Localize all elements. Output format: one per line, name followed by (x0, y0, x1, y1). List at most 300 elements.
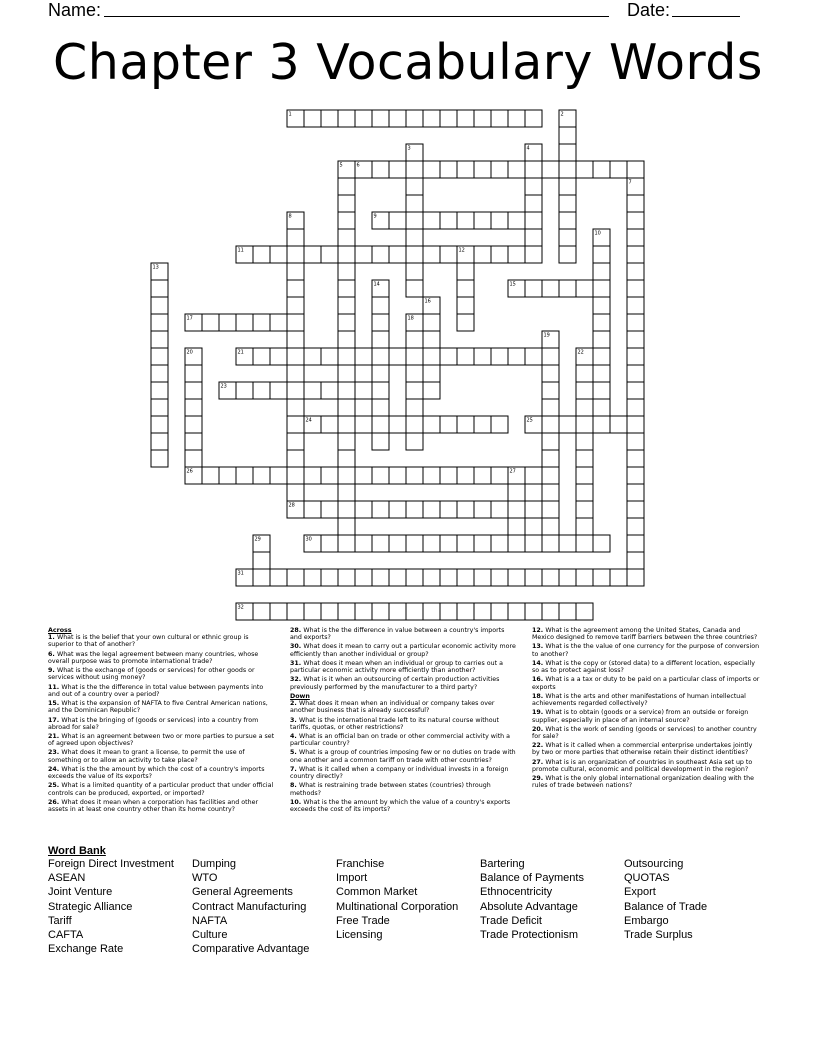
grid-cell[interactable] (185, 433, 202, 450)
grid-cell[interactable] (440, 603, 457, 620)
grid-cell[interactable] (270, 382, 287, 399)
grid-cell[interactable] (542, 399, 559, 416)
grid-cell[interactable] (576, 280, 593, 297)
grid-cell[interactable] (542, 433, 559, 450)
grid-cell[interactable] (338, 348, 355, 365)
grid-cell[interactable] (576, 450, 593, 467)
grid-cell[interactable] (389, 416, 406, 433)
grid-cell[interactable] (576, 603, 593, 620)
grid-cell[interactable] (253, 569, 270, 586)
grid-cell[interactable] (338, 382, 355, 399)
grid-cell[interactable] (610, 569, 627, 586)
grid-cell[interactable] (304, 569, 321, 586)
grid-cell[interactable] (474, 348, 491, 365)
grid-cell[interactable] (610, 416, 627, 433)
grid-cell[interactable] (457, 467, 474, 484)
grid-cell[interactable] (287, 416, 304, 433)
grid-cell[interactable] (321, 348, 338, 365)
grid-cell[interactable] (355, 603, 372, 620)
grid-cell[interactable] (287, 348, 304, 365)
grid-cell[interactable] (236, 467, 253, 484)
grid-cell[interactable] (321, 110, 338, 127)
grid-cell[interactable] (321, 467, 338, 484)
grid-cell[interactable] (576, 569, 593, 586)
grid-cell[interactable] (389, 603, 406, 620)
grid-cell[interactable] (491, 161, 508, 178)
grid-cell[interactable] (525, 501, 542, 518)
grid-cell[interactable] (406, 280, 423, 297)
grid-cell[interactable] (287, 603, 304, 620)
grid-cell[interactable] (627, 382, 644, 399)
grid-cell[interactable] (406, 246, 423, 263)
grid-cell[interactable] (304, 110, 321, 127)
grid-cell[interactable] (627, 331, 644, 348)
grid-cell[interactable] (457, 280, 474, 297)
grid-cell[interactable] (474, 569, 491, 586)
grid-cell[interactable] (457, 603, 474, 620)
grid-cell[interactable] (440, 501, 457, 518)
grid-cell[interactable] (270, 603, 287, 620)
grid-cell[interactable] (185, 382, 202, 399)
grid-cell[interactable] (406, 535, 423, 552)
grid-cell[interactable] (389, 246, 406, 263)
grid-cell[interactable] (338, 229, 355, 246)
grid-cell[interactable] (321, 535, 338, 552)
grid-cell[interactable] (389, 501, 406, 518)
grid-cell[interactable] (338, 501, 355, 518)
grid-cell[interactable] (321, 569, 338, 586)
grid-cell[interactable] (287, 365, 304, 382)
grid-cell[interactable] (525, 280, 542, 297)
grid-cell[interactable] (474, 212, 491, 229)
grid-cell[interactable] (542, 416, 559, 433)
grid-cell[interactable] (406, 603, 423, 620)
grid-cell[interactable] (304, 246, 321, 263)
grid-cell[interactable] (372, 416, 389, 433)
grid-cell[interactable] (287, 263, 304, 280)
grid-cell[interactable] (253, 348, 270, 365)
grid-cell[interactable] (372, 365, 389, 382)
grid-cell[interactable] (457, 212, 474, 229)
grid-cell[interactable] (338, 212, 355, 229)
grid-cell[interactable] (474, 535, 491, 552)
grid-cell[interactable] (355, 416, 372, 433)
grid-cell[interactable] (389, 161, 406, 178)
grid-cell[interactable] (542, 603, 559, 620)
grid-cell[interactable] (355, 110, 372, 127)
grid-cell[interactable] (287, 331, 304, 348)
grid-cell[interactable] (508, 161, 525, 178)
grid-cell[interactable] (457, 535, 474, 552)
grid-cell[interactable] (525, 178, 542, 195)
grid-cell[interactable] (593, 263, 610, 280)
grid-cell[interactable] (508, 501, 525, 518)
grid-cell[interactable] (338, 603, 355, 620)
grid-cell[interactable] (389, 569, 406, 586)
grid-cell[interactable] (525, 569, 542, 586)
grid-cell[interactable] (423, 314, 440, 331)
grid-cell[interactable] (338, 535, 355, 552)
grid-cell[interactable] (151, 416, 168, 433)
grid-cell[interactable] (304, 603, 321, 620)
grid-cell[interactable] (372, 314, 389, 331)
grid-cell[interactable] (559, 144, 576, 161)
grid-cell[interactable] (406, 467, 423, 484)
grid-cell[interactable] (593, 161, 610, 178)
grid-cell[interactable] (559, 127, 576, 144)
grid-cell[interactable] (236, 314, 253, 331)
grid-cell[interactable] (338, 246, 355, 263)
grid-cell[interactable] (559, 195, 576, 212)
grid-cell[interactable] (151, 297, 168, 314)
grid-cell[interactable] (508, 246, 525, 263)
grid-cell[interactable] (185, 416, 202, 433)
grid-cell[interactable] (151, 365, 168, 382)
grid-cell[interactable] (440, 161, 457, 178)
grid-cell[interactable] (270, 246, 287, 263)
grid-cell[interactable] (491, 603, 508, 620)
grid-cell[interactable] (406, 161, 423, 178)
grid-cell[interactable] (287, 450, 304, 467)
grid-cell[interactable] (423, 382, 440, 399)
grid-cell[interactable] (406, 212, 423, 229)
grid-cell[interactable] (627, 195, 644, 212)
grid-cell[interactable] (593, 569, 610, 586)
grid-cell[interactable] (627, 280, 644, 297)
grid-cell[interactable] (627, 450, 644, 467)
grid-cell[interactable] (151, 450, 168, 467)
grid-cell[interactable] (627, 484, 644, 501)
grid-cell[interactable] (253, 314, 270, 331)
grid-cell[interactable] (525, 535, 542, 552)
grid-cell[interactable] (372, 535, 389, 552)
grid-cell[interactable] (253, 603, 270, 620)
grid-cell[interactable] (338, 569, 355, 586)
grid-cell[interactable] (525, 246, 542, 263)
grid-cell[interactable] (559, 535, 576, 552)
grid-cell[interactable] (508, 212, 525, 229)
grid-cell[interactable] (491, 110, 508, 127)
grid-cell[interactable] (627, 263, 644, 280)
grid-cell[interactable] (287, 467, 304, 484)
grid-cell[interactable] (406, 382, 423, 399)
grid-cell[interactable] (508, 603, 525, 620)
grid-cell[interactable] (389, 348, 406, 365)
grid-cell[interactable] (423, 110, 440, 127)
grid-cell[interactable] (542, 382, 559, 399)
grid-cell[interactable] (474, 603, 491, 620)
grid-cell[interactable] (576, 501, 593, 518)
grid-cell[interactable] (423, 416, 440, 433)
grid-cell[interactable] (355, 569, 372, 586)
grid-cell[interactable] (593, 416, 610, 433)
grid-cell[interactable] (525, 212, 542, 229)
grid-cell[interactable] (372, 161, 389, 178)
grid-cell[interactable] (287, 399, 304, 416)
grid-cell[interactable] (372, 246, 389, 263)
grid-cell[interactable] (593, 348, 610, 365)
grid-cell[interactable] (202, 314, 219, 331)
grid-cell[interactable] (593, 297, 610, 314)
grid-cell[interactable] (559, 280, 576, 297)
grid-cell[interactable] (372, 331, 389, 348)
grid-cell[interactable] (508, 484, 525, 501)
grid-cell[interactable] (576, 416, 593, 433)
grid-cell[interactable] (423, 535, 440, 552)
grid-cell[interactable] (372, 467, 389, 484)
grid-cell[interactable] (542, 484, 559, 501)
grid-cell[interactable] (525, 195, 542, 212)
grid-cell[interactable] (406, 501, 423, 518)
grid-cell[interactable] (627, 348, 644, 365)
grid-cell[interactable] (423, 246, 440, 263)
grid-cell[interactable] (559, 416, 576, 433)
grid-cell[interactable] (576, 518, 593, 535)
grid-cell[interactable] (338, 263, 355, 280)
grid-cell[interactable] (542, 467, 559, 484)
grid-cell[interactable] (423, 569, 440, 586)
grid-cell[interactable] (627, 246, 644, 263)
grid-cell[interactable] (253, 246, 270, 263)
grid-cell[interactable] (270, 314, 287, 331)
grid-cell[interactable] (372, 501, 389, 518)
grid-cell[interactable] (287, 246, 304, 263)
grid-cell[interactable] (627, 399, 644, 416)
grid-cell[interactable] (321, 603, 338, 620)
grid-cell[interactable] (508, 518, 525, 535)
grid-cell[interactable] (627, 229, 644, 246)
grid-cell[interactable] (355, 501, 372, 518)
grid-cell[interactable] (253, 382, 270, 399)
grid-cell[interactable] (304, 501, 321, 518)
grid-cell[interactable] (440, 467, 457, 484)
grid-cell[interactable] (440, 569, 457, 586)
grid-cell[interactable] (525, 110, 542, 127)
grid-cell[interactable] (355, 246, 372, 263)
grid-cell[interactable] (151, 382, 168, 399)
grid-cell[interactable] (151, 399, 168, 416)
grid-cell[interactable] (627, 161, 644, 178)
grid-cell[interactable] (338, 110, 355, 127)
grid-cell[interactable] (338, 178, 355, 195)
grid-cell[interactable] (542, 450, 559, 467)
grid-cell[interactable] (559, 212, 576, 229)
grid-cell[interactable] (576, 382, 593, 399)
grid-cell[interactable] (151, 314, 168, 331)
grid-cell[interactable] (304, 467, 321, 484)
grid-cell[interactable] (627, 467, 644, 484)
grid-cell[interactable] (491, 212, 508, 229)
grid-cell[interactable] (440, 416, 457, 433)
grid-cell[interactable] (491, 348, 508, 365)
grid-cell[interactable] (185, 399, 202, 416)
grid-cell[interactable] (406, 365, 423, 382)
grid-cell[interactable] (457, 416, 474, 433)
grid-cell[interactable] (440, 535, 457, 552)
grid-cell[interactable] (593, 331, 610, 348)
grid-cell[interactable] (355, 348, 372, 365)
grid-cell[interactable] (627, 552, 644, 569)
grid-cell[interactable] (627, 518, 644, 535)
grid-cell[interactable] (236, 382, 253, 399)
grid-cell[interactable] (593, 314, 610, 331)
grid-cell[interactable] (593, 382, 610, 399)
grid-cell[interactable] (219, 467, 236, 484)
grid-cell[interactable] (287, 382, 304, 399)
grid-cell[interactable] (559, 229, 576, 246)
grid-cell[interactable] (338, 484, 355, 501)
grid-cell[interactable] (372, 110, 389, 127)
grid-cell[interactable] (627, 433, 644, 450)
grid-cell[interactable] (270, 569, 287, 586)
grid-cell[interactable] (372, 603, 389, 620)
grid-cell[interactable] (423, 331, 440, 348)
grid-cell[interactable] (372, 399, 389, 416)
grid-cell[interactable] (474, 246, 491, 263)
grid-cell[interactable] (440, 246, 457, 263)
grid-cell[interactable] (457, 314, 474, 331)
grid-cell[interactable] (151, 280, 168, 297)
grid-cell[interactable] (321, 382, 338, 399)
grid-cell[interactable] (593, 399, 610, 416)
grid-cell[interactable] (593, 246, 610, 263)
grid-cell[interactable] (355, 382, 372, 399)
grid-cell[interactable] (610, 161, 627, 178)
grid-cell[interactable] (423, 467, 440, 484)
grid-cell[interactable] (559, 569, 576, 586)
grid-cell[interactable] (253, 552, 270, 569)
grid-cell[interactable] (542, 501, 559, 518)
grid-cell[interactable] (321, 246, 338, 263)
grid-cell[interactable] (270, 467, 287, 484)
grid-cell[interactable] (474, 110, 491, 127)
grid-cell[interactable] (508, 535, 525, 552)
grid-cell[interactable] (491, 416, 508, 433)
grid-cell[interactable] (525, 161, 542, 178)
grid-cell[interactable] (338, 314, 355, 331)
grid-cell[interactable] (423, 365, 440, 382)
grid-cell[interactable] (508, 110, 525, 127)
grid-cell[interactable] (151, 331, 168, 348)
grid-cell[interactable] (576, 433, 593, 450)
grid-cell[interactable] (423, 212, 440, 229)
grid-cell[interactable] (525, 348, 542, 365)
grid-cell[interactable] (406, 229, 423, 246)
grid-cell[interactable] (576, 535, 593, 552)
grid-cell[interactable] (559, 246, 576, 263)
grid-cell[interactable] (457, 501, 474, 518)
grid-cell[interactable] (372, 348, 389, 365)
grid-cell[interactable] (355, 535, 372, 552)
grid-cell[interactable] (151, 348, 168, 365)
grid-cell[interactable] (457, 161, 474, 178)
grid-cell[interactable] (627, 501, 644, 518)
grid-cell[interactable] (627, 297, 644, 314)
grid-cell[interactable] (406, 331, 423, 348)
grid-cell[interactable] (440, 348, 457, 365)
grid-cell[interactable] (474, 161, 491, 178)
grid-cell[interactable] (423, 161, 440, 178)
grid-cell[interactable] (559, 603, 576, 620)
grid-cell[interactable] (185, 450, 202, 467)
grid-cell[interactable] (542, 365, 559, 382)
grid-cell[interactable] (576, 161, 593, 178)
grid-cell[interactable] (270, 348, 287, 365)
grid-cell[interactable] (627, 416, 644, 433)
grid-cell[interactable] (389, 110, 406, 127)
grid-cell[interactable] (372, 382, 389, 399)
grid-cell[interactable] (508, 569, 525, 586)
grid-cell[interactable] (338, 433, 355, 450)
grid-cell[interactable] (576, 467, 593, 484)
grid-cell[interactable] (406, 110, 423, 127)
grid-cell[interactable] (287, 280, 304, 297)
grid-cell[interactable] (627, 314, 644, 331)
grid-cell[interactable] (355, 467, 372, 484)
grid-cell[interactable] (287, 569, 304, 586)
grid-cell[interactable] (406, 195, 423, 212)
grid-cell[interactable] (457, 110, 474, 127)
grid-cell[interactable] (457, 348, 474, 365)
grid-cell[interactable] (542, 161, 559, 178)
grid-cell[interactable] (389, 467, 406, 484)
grid-cell[interactable] (287, 484, 304, 501)
grid-cell[interactable] (321, 416, 338, 433)
grid-cell[interactable] (219, 314, 236, 331)
grid-cell[interactable] (287, 433, 304, 450)
grid-cell[interactable] (627, 365, 644, 382)
grid-cell[interactable] (338, 195, 355, 212)
grid-cell[interactable] (542, 569, 559, 586)
grid-cell[interactable] (491, 569, 508, 586)
grid-cell[interactable] (287, 297, 304, 314)
grid-cell[interactable] (202, 467, 219, 484)
grid-cell[interactable] (338, 467, 355, 484)
grid-cell[interactable] (474, 467, 491, 484)
grid-cell[interactable] (559, 161, 576, 178)
grid-cell[interactable] (406, 416, 423, 433)
grid-cell[interactable] (491, 535, 508, 552)
grid-cell[interactable] (491, 467, 508, 484)
grid-cell[interactable] (372, 297, 389, 314)
grid-cell[interactable] (372, 433, 389, 450)
grid-cell[interactable] (576, 484, 593, 501)
grid-cell[interactable] (559, 178, 576, 195)
grid-cell[interactable] (525, 229, 542, 246)
grid-cell[interactable] (338, 297, 355, 314)
grid-cell[interactable] (576, 365, 593, 382)
grid-cell[interactable] (474, 501, 491, 518)
grid-cell[interactable] (406, 569, 423, 586)
grid-cell[interactable] (304, 382, 321, 399)
grid-cell[interactable] (576, 399, 593, 416)
grid-cell[interactable] (423, 501, 440, 518)
grid-cell[interactable] (338, 365, 355, 382)
grid-cell[interactable] (542, 280, 559, 297)
grid-cell[interactable] (542, 348, 559, 365)
grid-cell[interactable] (338, 518, 355, 535)
grid-cell[interactable] (457, 263, 474, 280)
grid-cell[interactable] (338, 399, 355, 416)
grid-cell[interactable] (525, 603, 542, 620)
grid-cell[interactable] (304, 348, 321, 365)
grid-cell[interactable] (321, 501, 338, 518)
grid-cell[interactable] (406, 348, 423, 365)
grid-cell[interactable] (542, 518, 559, 535)
grid-cell[interactable] (440, 212, 457, 229)
grid-cell[interactable] (440, 110, 457, 127)
grid-cell[interactable] (491, 501, 508, 518)
